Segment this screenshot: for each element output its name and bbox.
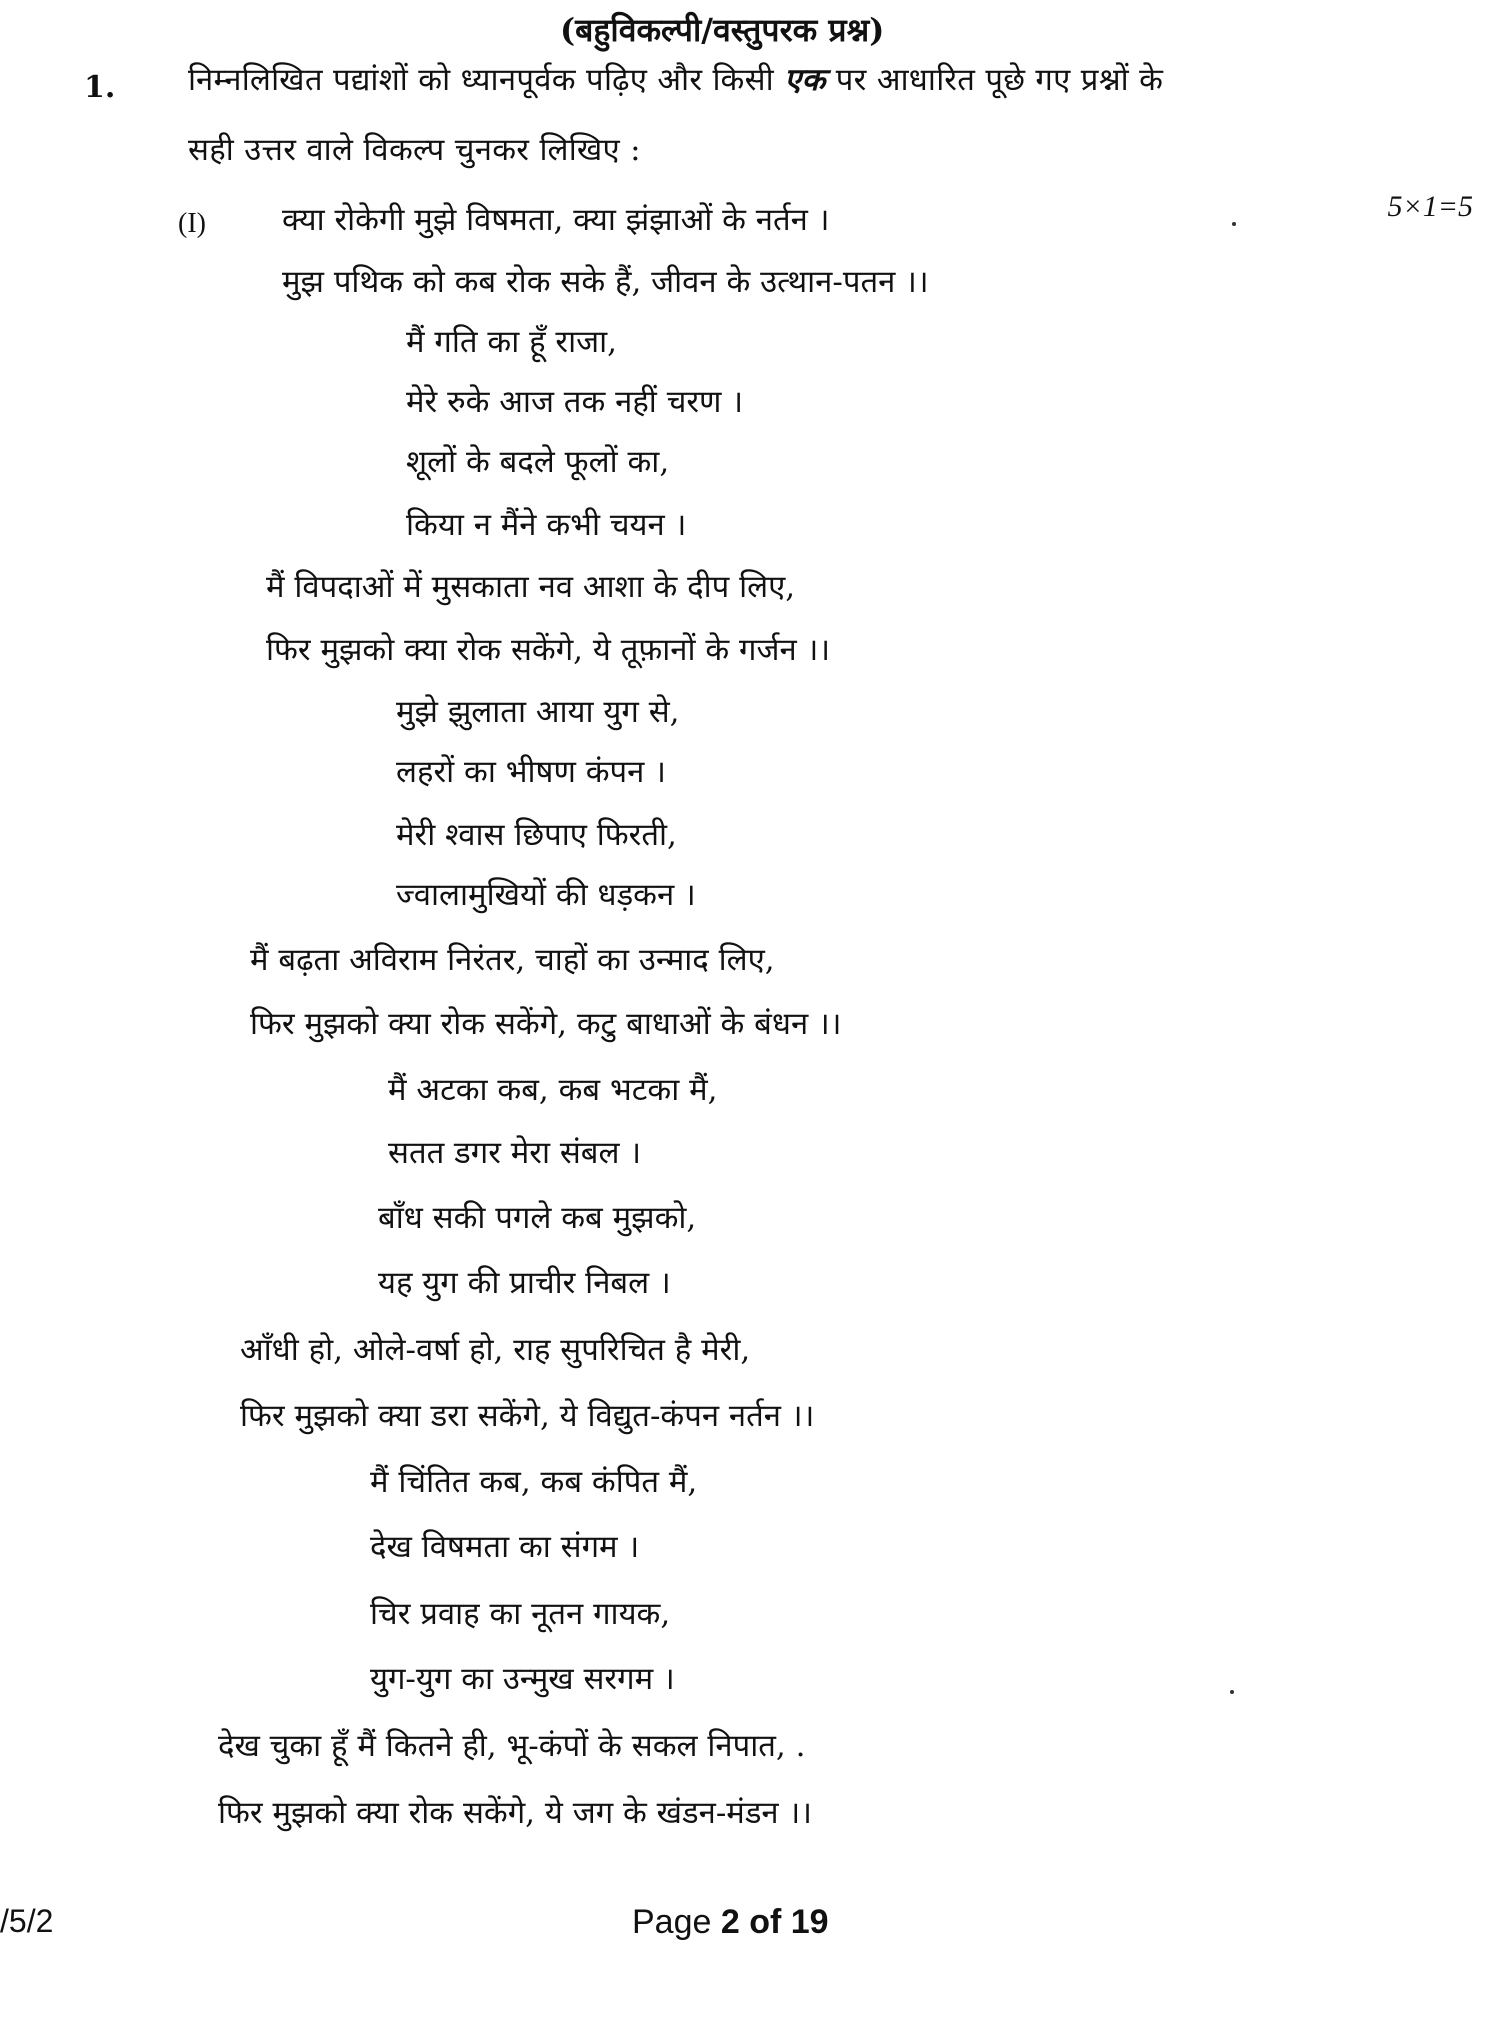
poem-line: सतत डगर मेरा संबल । <box>388 1135 642 1171</box>
poem-line: देख विषमता का संगम । <box>370 1529 640 1565</box>
question-instruction-line-1 <box>188 58 1163 100</box>
poem-line: मैं गति का हूँ राजा, <box>406 324 617 360</box>
poem-line: यह युग की प्राचीर निबल । <box>378 1265 671 1301</box>
page-of: of <box>739 1903 791 1941</box>
poem-line: मेरे रुके आज तक नहीं चरण । <box>406 384 744 420</box>
paper-code: /5/2 <box>0 1903 54 1939</box>
poem-line: फिर मुझको क्या रोक सकेंगे, ये जग के खंडन-मंडन ।। <box>218 1795 812 1831</box>
poem-line: किया न मैंने कभी चयन । <box>406 507 687 543</box>
instruction-emphasis: एक <box>784 62 826 98</box>
poem-line: मैं अटका कब, कब भटका मैं, <box>388 1072 718 1108</box>
page-current: 2 <box>720 1903 740 1941</box>
scan-speck <box>1232 222 1236 226</box>
question-number: 1. <box>84 70 116 105</box>
poem-line: मैं बढ़ता अविराम निरंतर, चाहों का उन्माद लिए, <box>250 942 775 978</box>
instruction-text-a: निम्नलिखित पद्यांशों को ध्यानपूर्वक पढ़िए और किसी <box>188 62 785 98</box>
scan-speck <box>1230 1690 1234 1694</box>
page-total: 19 <box>790 1903 829 1941</box>
marks-allocation: 5×1=5 <box>1387 190 1473 223</box>
poem-line: ज्वालामुखियों की धड़कन । <box>396 877 696 913</box>
poem-line: मुझे झुलाता आया युग से, <box>396 694 680 730</box>
poem-line: आँधी हो, ओले-वर्षा हो, राह सुपरिचित है मेरी, <box>240 1332 751 1368</box>
poem-line: युग-युग का उन्मुख सरगम । <box>370 1661 675 1697</box>
page-number <box>632 1903 829 1942</box>
poem-line: फिर मुझको क्या रोक सकेंगे, ये तूफ़ानों के गर्जन ।। <box>266 632 831 668</box>
page-prefix: Page <box>632 1903 721 1941</box>
section-heading: (बहुविकल्पी/वस्तुपरक प्रश्न) <box>560 11 885 49</box>
poem-line: मुझ पथिक को कब रोक सके हैं, जीवन के उत्थान-पतन ।। <box>282 264 929 300</box>
poem-line: फिर मुझको क्या डरा सकेंगे, ये विद्युत-कंपन नर्तन ।। <box>240 1398 815 1434</box>
poem-line: फिर मुझको क्या रोक सकेंगे, कटु बाधाओं के बंधन ।। <box>250 1006 842 1042</box>
poem-line: बाँध सकी पगले कब मुझको, <box>378 1200 697 1236</box>
instruction-text-b: पर आधारित पूछे गए प्रश्नों के <box>825 62 1164 98</box>
sub-question-number: (I) <box>178 208 206 239</box>
poem-line: मेरी श्वास छिपाए फिरती, <box>396 817 677 853</box>
poem-line: चिर प्रवाह का नूतन गायक, <box>370 1596 671 1632</box>
poem-line: शूलों के बदले फूलों का, <box>406 444 670 480</box>
poem-line: लहरों का भीषण कंपन । <box>396 754 666 790</box>
question-instruction-line-2: सही उत्तर वाले विकल्प चुनकर लिखिए : <box>188 132 641 168</box>
poem-line: क्या रोकेगी मुझे विषमता, क्या झंझाओं के नर्तन । <box>282 202 830 238</box>
poem-line: देख चुका हूँ मैं कितने ही, भू-कंपों के सकल निपात, . <box>218 1728 806 1764</box>
poem-line: मैं विपदाओं में मुसकाता नव आशा के दीप लिए, <box>266 569 796 605</box>
poem-line: मैं चिंतित कब, कब कंपित मैं, <box>370 1464 698 1500</box>
